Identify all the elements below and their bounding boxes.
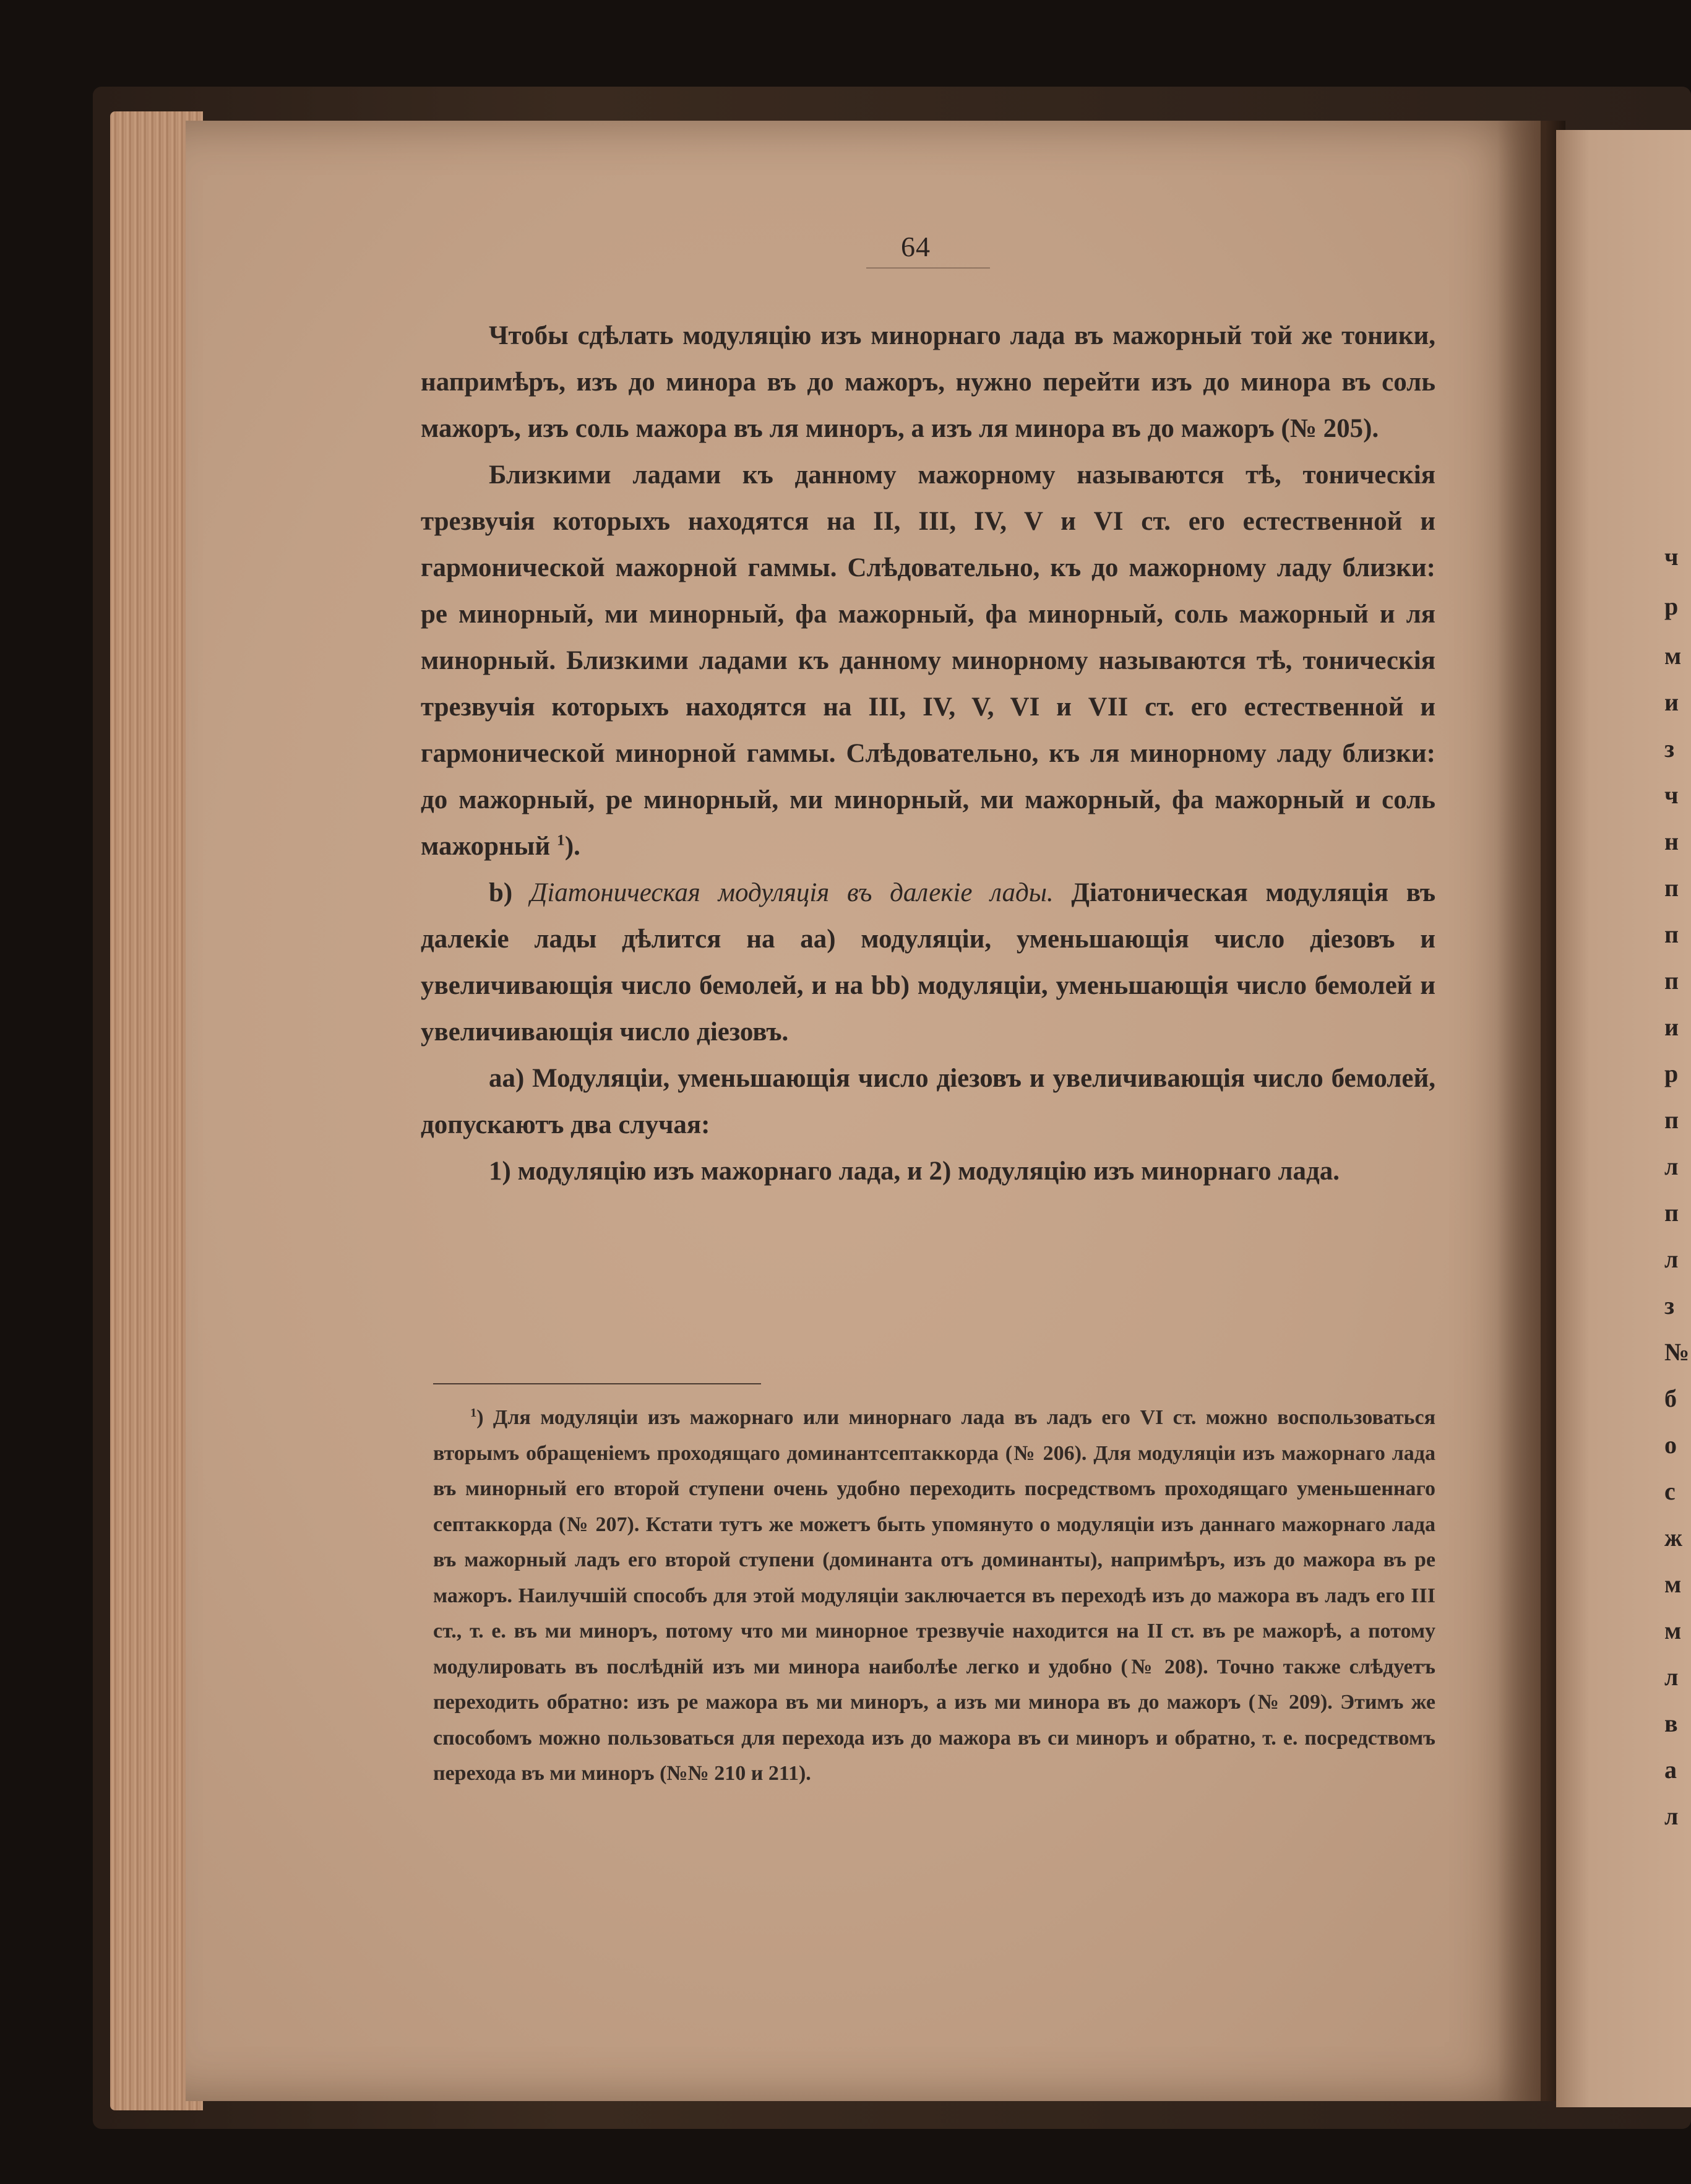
page-number-rule bbox=[866, 267, 990, 269]
footnote bbox=[433, 1400, 1435, 1792]
paragraph-close-keys-text: Близкими ладами къ данному мажорному называются тѣ, тоническія трезвучія которыхъ находятся на II, III, IV, V и VI ст. его естественной и гармонической мажорной гаммы. Слѣдовательно, къ до мажорному ладу близки: ре минорный, ми минорный, фа мажорный, фа минорный, соль мажорный и ля минорный. Близкими ладами къ данному минорному называются тѣ, тоническія трезвучія которыхъ находятся на III, IV, V, VI и VII ст. его естественной и гармонической минорной гаммы. Слѣдовательно, къ ля минорному ладу близки: до мажорный, ре минорный, ми минорный, ми мажорный, фа мажорный и соль мажорный bbox=[421, 460, 1435, 861]
page-number: 64 bbox=[901, 231, 931, 262]
paragraph-diatonic-distant bbox=[421, 870, 1435, 1055]
paragraph-aa-modulations: aa) Модуляціи, уменьшающія число діезовъ и увеличивающія число бемолей, допускаютъ два случая: bbox=[421, 1064, 1435, 1139]
footnote-marker: 1 bbox=[470, 1405, 477, 1420]
footnote-reference: 1 bbox=[556, 831, 565, 849]
paragraph-modulation-minor-to-major: Чтобы сдѣлать модуляцію изъ минорнаго лада въ мажорный той же тоники, напримѣръ, изъ до минора въ до мажоръ, нужно перейти изъ до минора въ соль мажоръ, изъ соль мажора въ ля миноръ, а изъ ля минора въ до мажоръ (№ 205). bbox=[421, 321, 1435, 443]
section-heading: Діатоническая модуляція въ далекіе лады. bbox=[530, 878, 1054, 907]
paragraph-close-keys bbox=[421, 452, 1435, 870]
body-text bbox=[421, 313, 1435, 1194]
section-label: b) bbox=[489, 878, 530, 907]
paragraph-diatonic-distant-text: Діатоническая модуляція въ далекіе лады дѣлится на aa) модуляціи, уменьшающія число діезовъ и увеличивающія число бемолей, и на bb) модуляціи, уменьшающія число бемолей и увеличивающія число діезовъ. bbox=[421, 878, 1436, 1047]
book-gutter-shadow bbox=[1497, 121, 1565, 2101]
paragraph-two-cases: 1) модуляцію изъ мажорнаго лада, и 2) модуляцію изъ минорнаго лада. bbox=[489, 1157, 1340, 1186]
footnote-text: ) Для модуляціи изъ мажорнаго или минорнаго лада въ ладъ его VI ст. можно воспользоваться вторымъ обращеніемъ проходящаго доминантсептаккорда (№ 206). Для модуляціи изъ мажорнаго лада въ минорный его второй ступени очень удобно переходить посредствомъ проходящаго уменьшеннаго септаккорда (№ 207). Кстати тутъ же можетъ быть упомянуто о модуляціи изъ даннаго мажорнаго лада въ мажорный ладъ его второй ступени (доминанта отъ доминанты), напримѣръ, изъ до мажора въ ре мажоръ. Наилучшій способъ для этой модуляціи заключается въ переходѣ изъ до мажора въ ладъ его III ст., т. е. въ ми миноръ, потому что ми минорное трезвучіе находится на II ст. въ ре мажорѣ, а потому модулировать въ послѣдній изъ ми минора наиболѣе легко и удобно (№ 208). Точно также слѣдуетъ переходить обратно: изъ ре мажора въ ми миноръ, а изъ ми минора въ до мажоръ (№ 209). Этимъ же способомъ можно пользоваться для перехода изъ до мажора въ си миноръ и обратно, т. е. посредствомъ перехода въ ми миноръ (№№ 210 и 211). bbox=[433, 1406, 1435, 1785]
footnote-separator bbox=[433, 1383, 761, 1384]
paragraph-close-keys-end: ). bbox=[564, 832, 580, 861]
